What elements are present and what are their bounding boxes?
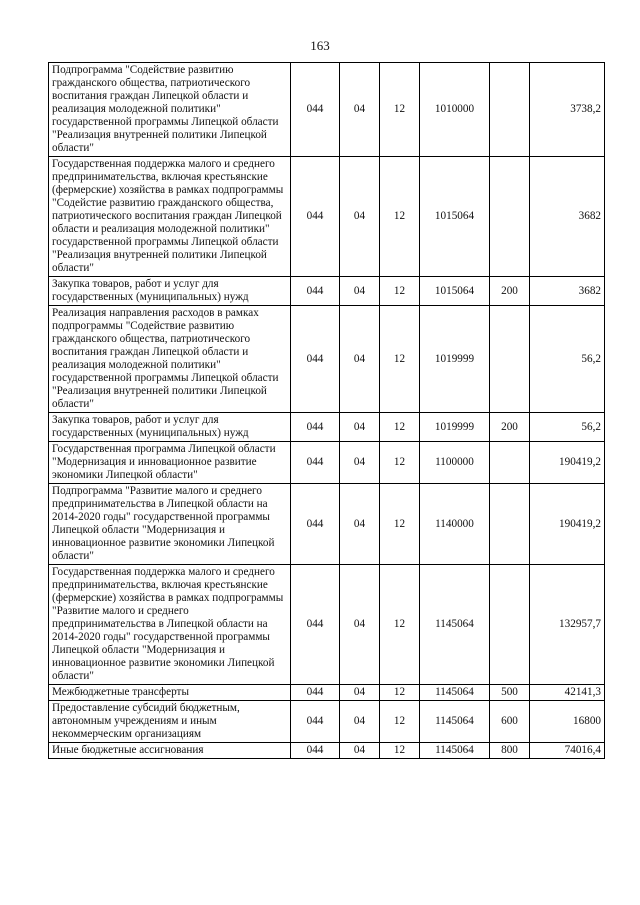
cell-name: Государственная поддержка малого и среднего предпринимательства, включая крестьянские (фермерские) хозяйства в рамках подпрограммы "Развитие малого и среднего предпринимательства в Липецкой области на 2014-2020 годы" государственной программы Липецкой области "Модернизация и инновационное развитие экономики Липецкой области"	[49, 565, 291, 685]
cell-expense-type	[490, 484, 530, 565]
cell-subsection: 12	[380, 306, 420, 413]
cell-target-article: 1015064	[420, 157, 490, 277]
cell-target-article: 1010000	[420, 63, 490, 157]
cell-ved-code: 044	[291, 277, 340, 306]
cell-expense-type: 600	[490, 701, 530, 743]
cell-target-article: 1015064	[420, 277, 490, 306]
cell-amount: 132957,7	[530, 565, 605, 685]
cell-amount: 3682	[530, 157, 605, 277]
cell-name: Реализация направления расходов в рамках подпрограммы "Содействие развитию гражданского общества, патриотического воспитания граждан Липецкой области и реализация молодежной политики" государственной программы Липецкой области "Реализация внутренней политики Липецкой области"	[49, 306, 291, 413]
cell-target-article: 1145064	[420, 701, 490, 743]
cell-ved-code: 044	[291, 442, 340, 484]
cell-expense-type	[490, 63, 530, 157]
cell-subsection: 12	[380, 157, 420, 277]
cell-amount: 3738,2	[530, 63, 605, 157]
cell-section: 04	[340, 701, 380, 743]
cell-subsection: 12	[380, 701, 420, 743]
cell-target-article: 1145064	[420, 743, 490, 759]
cell-name: Межбюджетные трансферты	[49, 685, 291, 701]
table-row	[49, 277, 605, 306]
cell-subsection: 12	[380, 277, 420, 306]
cell-section: 04	[340, 63, 380, 157]
cell-amount: 56,2	[530, 413, 605, 442]
cell-target-article: 1019999	[420, 413, 490, 442]
cell-ved-code: 044	[291, 63, 340, 157]
table-row	[49, 306, 605, 413]
cell-subsection: 12	[380, 442, 420, 484]
cell-section: 04	[340, 743, 380, 759]
cell-section: 04	[340, 484, 380, 565]
cell-subsection: 12	[380, 565, 420, 685]
cell-expense-type	[490, 565, 530, 685]
cell-name: Закупка товаров, работ и услуг для государственных (муниципальных) нужд	[49, 277, 291, 306]
table-row	[49, 484, 605, 565]
cell-name: Подпрограмма "Содействие развитию гражданского общества, патриотического воспитания граждан Липецкой области и реализация молодежной политики" государственной программы Липецкой области "Реализация внутренней политики Липецкой области"	[49, 63, 291, 157]
cell-name: Закупка товаров, работ и услуг для государственных (муниципальных) нужд	[49, 413, 291, 442]
cell-subsection: 12	[380, 484, 420, 565]
table-row	[49, 701, 605, 743]
table-row	[49, 157, 605, 277]
cell-amount: 74016,4	[530, 743, 605, 759]
cell-ved-code: 044	[291, 565, 340, 685]
cell-ved-code: 044	[291, 743, 340, 759]
cell-subsection: 12	[380, 743, 420, 759]
cell-target-article: 1100000	[420, 442, 490, 484]
table-row	[49, 565, 605, 685]
cell-expense-type	[490, 306, 530, 413]
table-row	[49, 685, 605, 701]
cell-ved-code: 044	[291, 413, 340, 442]
cell-name: Иные бюджетные ассигнования	[49, 743, 291, 759]
cell-section: 04	[340, 565, 380, 685]
cell-expense-type: 500	[490, 685, 530, 701]
cell-section: 04	[340, 277, 380, 306]
cell-target-article: 1145064	[420, 685, 490, 701]
cell-ved-code: 044	[291, 701, 340, 743]
cell-amount: 190419,2	[530, 484, 605, 565]
cell-amount: 42141,3	[530, 685, 605, 701]
cell-name: Государственная программа Липецкой области "Модернизация и инновационное развитие экономики Липецкой области"	[49, 442, 291, 484]
cell-ved-code: 044	[291, 484, 340, 565]
cell-amount: 190419,2	[530, 442, 605, 484]
cell-subsection: 12	[380, 413, 420, 442]
cell-ved-code: 044	[291, 157, 340, 277]
cell-section: 04	[340, 306, 380, 413]
cell-target-article: 1019999	[420, 306, 490, 413]
budget-table	[48, 62, 605, 759]
cell-ved-code: 044	[291, 685, 340, 701]
cell-name: Государственная поддержка малого и среднего предпринимательства, включая крестьянские (фермерские) хозяйства в рамках подпрограммы "Содейстие развитию гражданского общества, патриотического воспитания граждан Липецкой области и реализация молодежной политики" государственной программы Липецкой области "Реализация внутренней политики Липецкой области"	[49, 157, 291, 277]
cell-section: 04	[340, 157, 380, 277]
cell-amount: 56,2	[530, 306, 605, 413]
table-row	[49, 63, 605, 157]
cell-expense-type	[490, 442, 530, 484]
cell-expense-type: 800	[490, 743, 530, 759]
table-row	[49, 743, 605, 759]
cell-amount: 16800	[530, 701, 605, 743]
cell-expense-type: 200	[490, 413, 530, 442]
cell-subsection: 12	[380, 685, 420, 701]
cell-section: 04	[340, 442, 380, 484]
cell-name: Подпрограмма "Развитие малого и среднего предпринимательства в Липецкой области на 2014-2020 годы" государственной программы Липецкой области "Модернизация и инновационное развитие экономики Липецкой области"	[49, 484, 291, 565]
table-row	[49, 442, 605, 484]
cell-section: 04	[340, 413, 380, 442]
cell-expense-type	[490, 157, 530, 277]
cell-target-article: 1140000	[420, 484, 490, 565]
budget-table-body	[49, 63, 605, 759]
cell-section: 04	[340, 685, 380, 701]
table-row	[49, 413, 605, 442]
cell-target-article: 1145064	[420, 565, 490, 685]
cell-subsection: 12	[380, 63, 420, 157]
cell-amount: 3682	[530, 277, 605, 306]
cell-expense-type: 200	[490, 277, 530, 306]
cell-ved-code: 044	[291, 306, 340, 413]
cell-name: Предоставление субсидий бюджетным, автономным учреждениям и иным некоммерческим организациям	[49, 701, 291, 743]
page-number: 163	[310, 38, 330, 53]
